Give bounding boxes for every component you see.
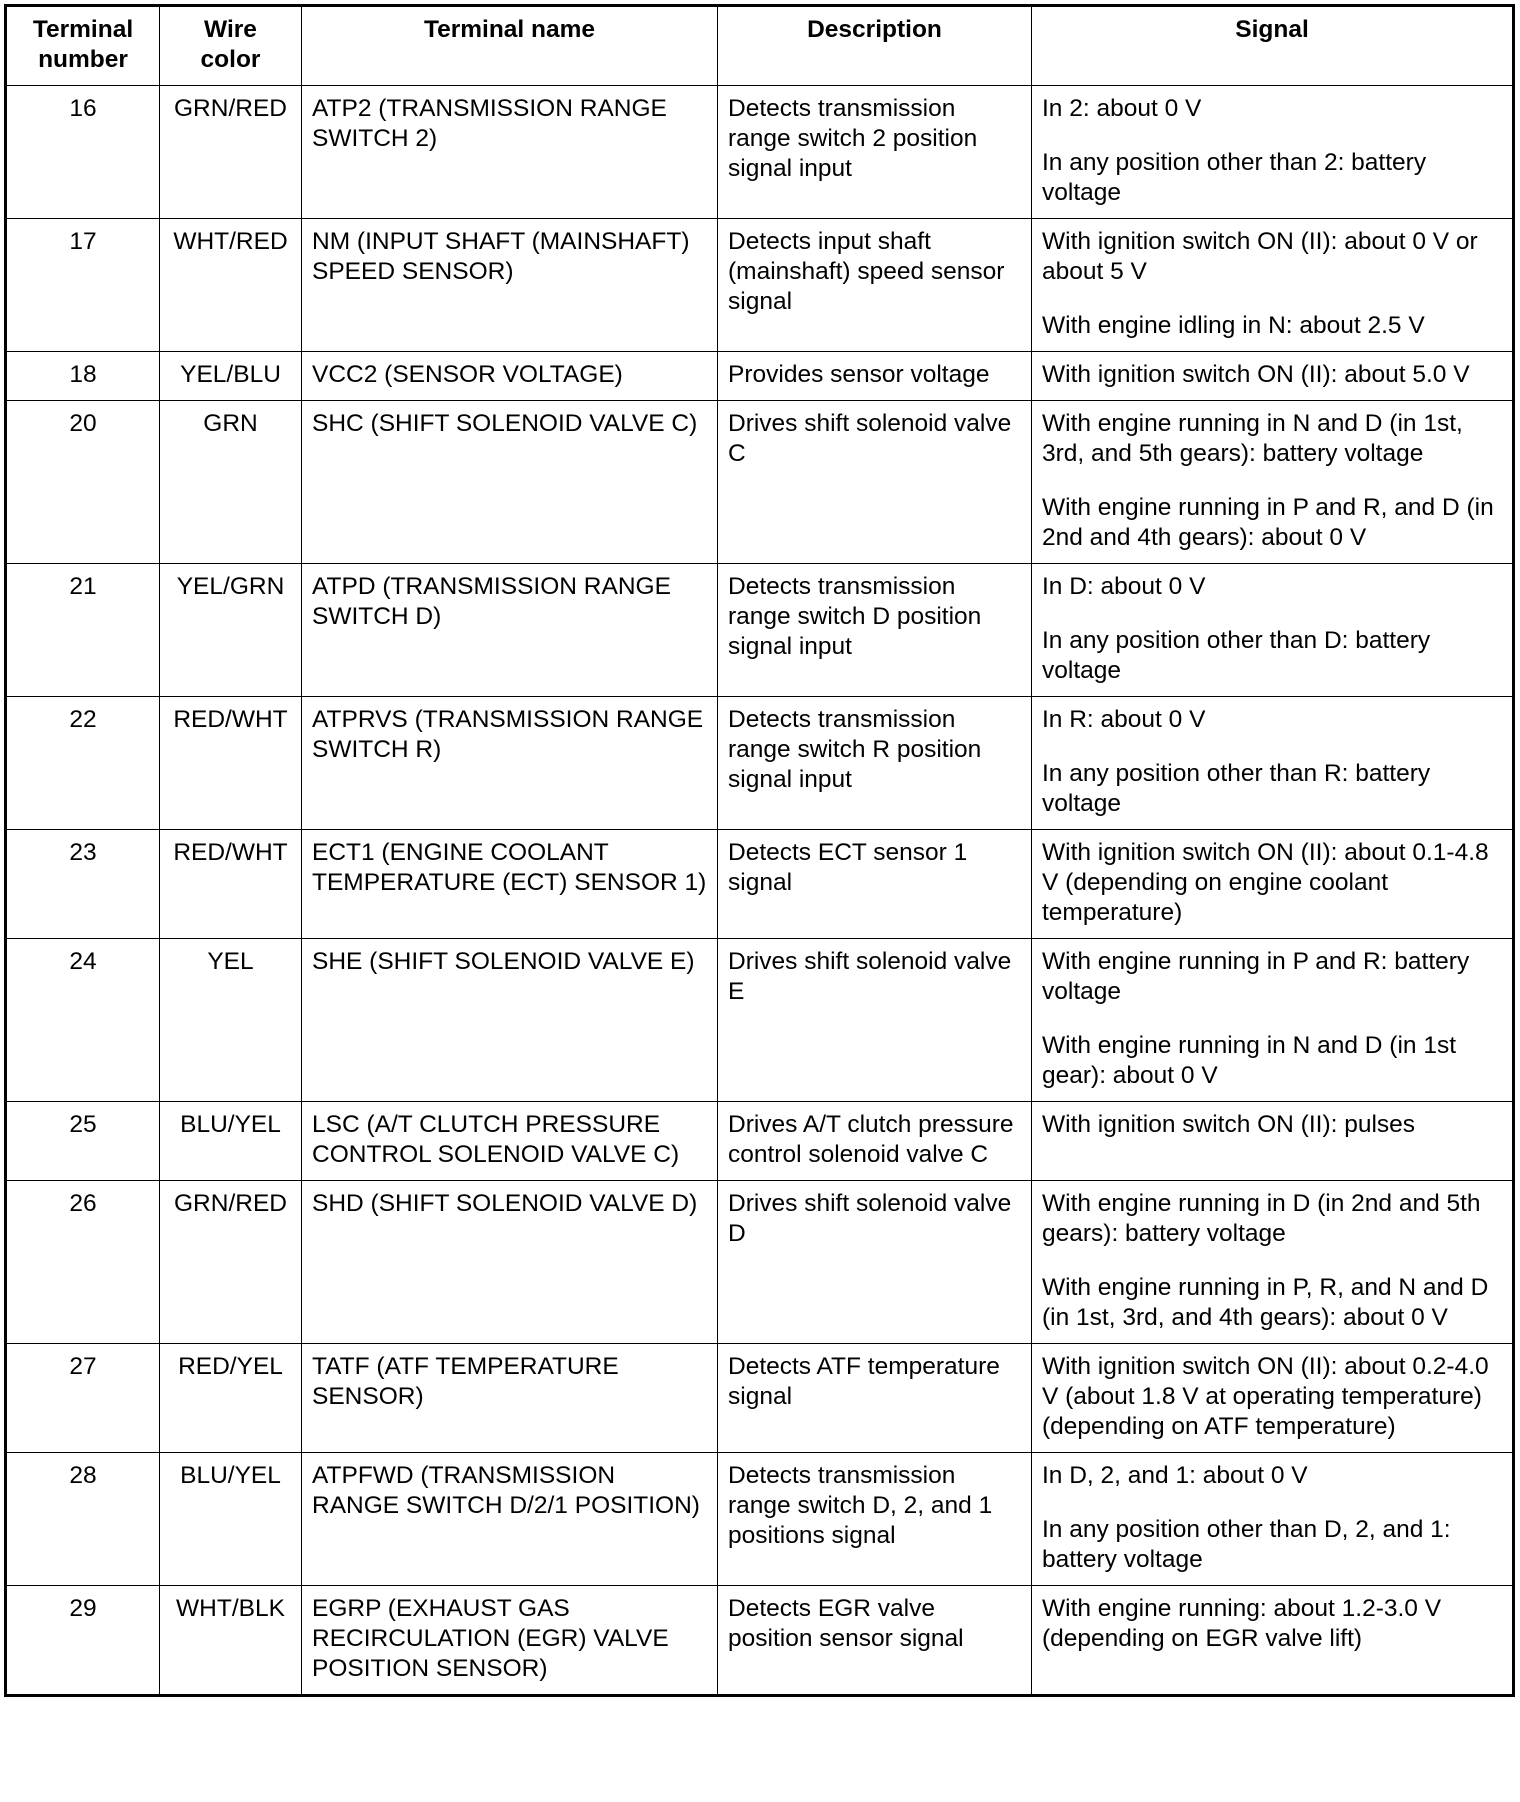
- terminal-number-cell: 21: [6, 564, 160, 697]
- terminal-name-cell: SHC (SHIFT SOLENOID VALVE C): [302, 401, 718, 564]
- signal-line: In any position other than D, 2, and 1: battery voltage: [1042, 1516, 1451, 1573]
- header-terminal-name: Terminal name: [302, 6, 718, 86]
- terminal-number-cell: 27: [6, 1344, 160, 1453]
- wire-color-cell: GRN/RED: [160, 86, 302, 219]
- wire-color-cell: BLU/YEL: [160, 1102, 302, 1181]
- wire-color-cell: RED/YEL: [160, 1344, 302, 1453]
- description-cell: Drives shift solenoid valve E: [718, 939, 1032, 1102]
- signal-cell: [1032, 352, 1514, 401]
- table-row: [6, 1102, 1514, 1181]
- terminal-name-cell: VCC2 (SENSOR VOLTAGE): [302, 352, 718, 401]
- terminal-name-cell: TATF (ATF TEMPERATURE SENSOR): [302, 1344, 718, 1453]
- terminal-number-cell: 26: [6, 1181, 160, 1344]
- terminal-number-cell: 20: [6, 401, 160, 564]
- signal-cell: [1032, 86, 1514, 219]
- terminal-table: [4, 4, 1515, 1697]
- signal-line: With ignition switch ON (II): about 0.2-4.0 V (about 1.8 V at operating temperature) (depending on ATF temperature): [1042, 1353, 1489, 1440]
- signal-line: With ignition switch ON (II): about 0 V or about 5 V: [1042, 228, 1478, 285]
- table-row: [6, 1586, 1514, 1696]
- terminal-number-cell: 16: [6, 86, 160, 219]
- header-terminal-number: Terminal number: [6, 6, 160, 86]
- table-row: [6, 86, 1514, 219]
- wire-color-cell: YEL/BLU: [160, 352, 302, 401]
- wire-color-cell: BLU/YEL: [160, 1453, 302, 1586]
- header-wire-color: Wire color: [160, 6, 302, 86]
- table-row: [6, 564, 1514, 697]
- wire-color-cell: RED/WHT: [160, 830, 302, 939]
- signal-line: With engine running: about 1.2-3.0 V (depending on EGR valve lift): [1042, 1595, 1442, 1652]
- signal-line: With engine running in D (in 2nd and 5th gears): battery voltage: [1042, 1190, 1481, 1247]
- signal-line: With engine running in P and R, and D (in 2nd and 4th gears): about 0 V: [1042, 494, 1494, 551]
- signal-line: With engine running in P and R: battery voltage: [1042, 948, 1470, 1005]
- signal-cell: [1032, 1181, 1514, 1344]
- terminal-name-cell: SHD (SHIFT SOLENOID VALVE D): [302, 1181, 718, 1344]
- table-row: [6, 1453, 1514, 1586]
- terminal-number-cell: 23: [6, 830, 160, 939]
- description-cell: Detects input shaft (mainshaft) speed sensor signal: [718, 219, 1032, 352]
- description-cell: Detects ATF temperature signal: [718, 1344, 1032, 1453]
- table-row: [6, 939, 1514, 1102]
- table-row: [6, 352, 1514, 401]
- description-cell: Drives A/T clutch pressure control solenoid valve C: [718, 1102, 1032, 1181]
- terminal-number-cell: 25: [6, 1102, 160, 1181]
- terminal-name-cell: ATPD (TRANSMISSION RANGE SWITCH D): [302, 564, 718, 697]
- table-row: [6, 1344, 1514, 1453]
- signal-line: In R: about 0 V: [1042, 706, 1206, 733]
- signal-cell: [1032, 1344, 1514, 1453]
- signal-cell: [1032, 564, 1514, 697]
- table-row: [6, 401, 1514, 564]
- table-row: [6, 219, 1514, 352]
- description-cell: Detects EGR valve position sensor signal: [718, 1586, 1032, 1696]
- signal-line: In 2: about 0 V: [1042, 95, 1202, 122]
- wire-color-cell: YEL/GRN: [160, 564, 302, 697]
- terminal-name-cell: ATP2 (TRANSMISSION RANGE SWITCH 2): [302, 86, 718, 219]
- description-cell: Detects ECT sensor 1 signal: [718, 830, 1032, 939]
- wire-color-cell: GRN/RED: [160, 1181, 302, 1344]
- terminal-name-cell: ECT1 (ENGINE COOLANT TEMPERATURE (ECT) SENSOR 1): [302, 830, 718, 939]
- wire-color-cell: WHT/RED: [160, 219, 302, 352]
- table-body: [6, 86, 1514, 1696]
- terminal-number-cell: 17: [6, 219, 160, 352]
- signal-cell: [1032, 939, 1514, 1102]
- signal-line: With engine running in P, R, and N and D (in 1st, 3rd, and 4th gears): about 0 V: [1042, 1274, 1489, 1331]
- signal-cell: [1032, 219, 1514, 352]
- terminal-name-cell: LSC (A/T CLUTCH PRESSURE CONTROL SOLENOID VALVE C): [302, 1102, 718, 1181]
- description-cell: Drives shift solenoid valve D: [718, 1181, 1032, 1344]
- description-cell: Drives shift solenoid valve C: [718, 401, 1032, 564]
- terminal-number-cell: 18: [6, 352, 160, 401]
- table-row: [6, 697, 1514, 830]
- terminal-name-cell: ATPRVS (TRANSMISSION RANGE SWITCH R): [302, 697, 718, 830]
- description-cell: Detects transmission range switch 2 position signal input: [718, 86, 1032, 219]
- signal-line: In any position other than D: battery voltage: [1042, 627, 1431, 684]
- signal-line: With engine idling in N: about 2.5 V: [1042, 312, 1425, 339]
- signal-line: In any position other than R: battery voltage: [1042, 760, 1431, 817]
- terminal-name-cell: ATPFWD (TRANSMISSION RANGE SWITCH D/2/1 POSITION): [302, 1453, 718, 1586]
- description-cell: Detects transmission range switch D, 2, and 1 positions signal: [718, 1453, 1032, 1586]
- signal-line: In D: about 0 V: [1042, 573, 1206, 600]
- signal-line: In any position other than 2: battery voltage: [1042, 149, 1427, 206]
- terminal-number-cell: 22: [6, 697, 160, 830]
- terminal-name-cell: EGRP (EXHAUST GAS RECIRCULATION (EGR) VALVE POSITION SENSOR): [302, 1586, 718, 1696]
- signal-cell: [1032, 401, 1514, 564]
- signal-cell: [1032, 697, 1514, 830]
- description-cell: Provides sensor voltage: [718, 352, 1032, 401]
- signal-cell: [1032, 1586, 1514, 1696]
- terminal-name-cell: NM (INPUT SHAFT (MAINSHAFT) SPEED SENSOR): [302, 219, 718, 352]
- terminal-number-cell: 29: [6, 1586, 160, 1696]
- signal-line: With ignition switch ON (II): pulses: [1042, 1111, 1416, 1138]
- table-row: [6, 830, 1514, 939]
- signal-line: In D, 2, and 1: about 0 V: [1042, 1462, 1308, 1489]
- terminal-number-cell: 28: [6, 1453, 160, 1586]
- signal-cell: [1032, 830, 1514, 939]
- wire-color-cell: WHT/BLK: [160, 1586, 302, 1696]
- signal-cell: [1032, 1102, 1514, 1181]
- table-row: [6, 1181, 1514, 1344]
- wire-color-cell: GRN: [160, 401, 302, 564]
- table-header-row: [6, 6, 1514, 86]
- description-cell: Detects transmission range switch R position signal input: [718, 697, 1032, 830]
- signal-line: With ignition switch ON (II): about 5.0 V: [1042, 361, 1470, 388]
- terminal-name-cell: SHE (SHIFT SOLENOID VALVE E): [302, 939, 718, 1102]
- header-signal: Signal: [1032, 6, 1514, 86]
- signal-line: With ignition switch ON (II): about 0.1-4.8 V (depending on engine coolant temperature): [1042, 839, 1489, 926]
- signal-cell: [1032, 1453, 1514, 1586]
- wire-color-cell: RED/WHT: [160, 697, 302, 830]
- wire-color-cell: YEL: [160, 939, 302, 1102]
- signal-line: With engine running in N and D (in 1st, 3rd, and 5th gears): battery voltage: [1042, 410, 1463, 467]
- signal-line: With engine running in N and D (in 1st gear): about 0 V: [1042, 1032, 1456, 1089]
- terminal-number-cell: 24: [6, 939, 160, 1102]
- header-description: Description: [718, 6, 1032, 86]
- description-cell: Detects transmission range switch D position signal input: [718, 564, 1032, 697]
